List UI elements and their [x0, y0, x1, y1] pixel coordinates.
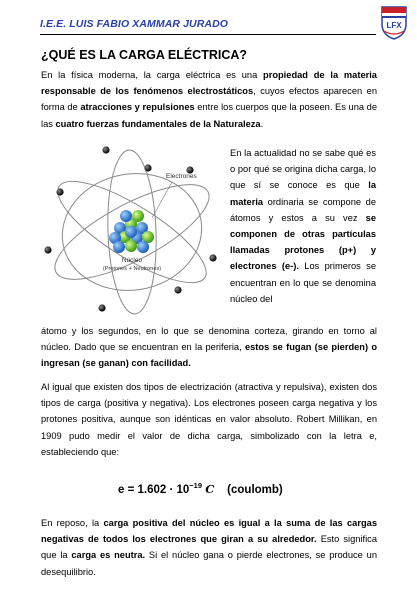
- header-rule: [40, 34, 376, 35]
- electrons-label: Electrones: [166, 173, 197, 180]
- nucleus-sublabel: (Protones + Neutrones): [102, 266, 162, 272]
- school-name: I.E.E. LUIS FABIO XAMMAR JURADO: [40, 18, 229, 30]
- atom-diagram: [40, 140, 226, 324]
- page-header: [0, 0, 417, 46]
- school-crest-logo: [379, 4, 409, 40]
- logo-text: LFX: [386, 21, 402, 30]
- paragraph-periphery: átomo y los segundos, en lo que se denomina corteza, girando en torno al núcleo. Dado que se encuentran en la periferia, estos se fugan (se pierden) o ingresan (se ganan) con facilidad.: [41, 326, 378, 369]
- paragraph-neutral-charge: En reposo, la carga positiva del núcleo es igual a la suma de las cargas negativas de todos los electrones que giran a su alrededor. Esto significa que la carga es neutra. Si el núcleo gana o pierde electrones, se produce un desequilibrio.: [41, 518, 378, 577]
- paragraph-particles: En la actualidad no se sabe qué es o por qué se origina dicha carga, lo que sí se conoce es que la materia ordinaria se compone de átomos y estos a su vez se componen de otras partículas llamadas protones (p+) y electrones (e-). Los primeros se encuentran en lo que se denomina núcleo del: [230, 148, 376, 304]
- page-title: ¿QUÉ ES LA CARGA ELÉCTRICA?: [41, 48, 248, 62]
- nucleus-icon: [109, 210, 154, 253]
- paragraph-intro: En la física moderna, la carga eléctrica es una propiedad de la materia responsable de los fenómenos electrostáticos, cuyos efectos aparecen en forma de atracciones y repulsiones entre los cuerpos que la poseen. Es una de las cuatro fuerzas fundamentales de la Naturaleza.: [41, 70, 378, 129]
- elementary-charge-formula: $e = 1.602 \cdot 10^{-19}$ C (coulomb): [118, 481, 283, 496]
- paragraph-charge-types: Al igual que existen dos tipos de electrización (atractiva y repulsiva), existen dos tipos de carga (positiva y negativa). Los electrones poseen carga negativa y los protones positiva, aunque son idénticas en valor absoluto. Robert Millikan, en 1909 pudo medir el valor de dicha carga, simbolizado con la letra e, estableciendo que:: [41, 382, 377, 457]
- nucleus-label: Núcleo: [121, 257, 143, 264]
